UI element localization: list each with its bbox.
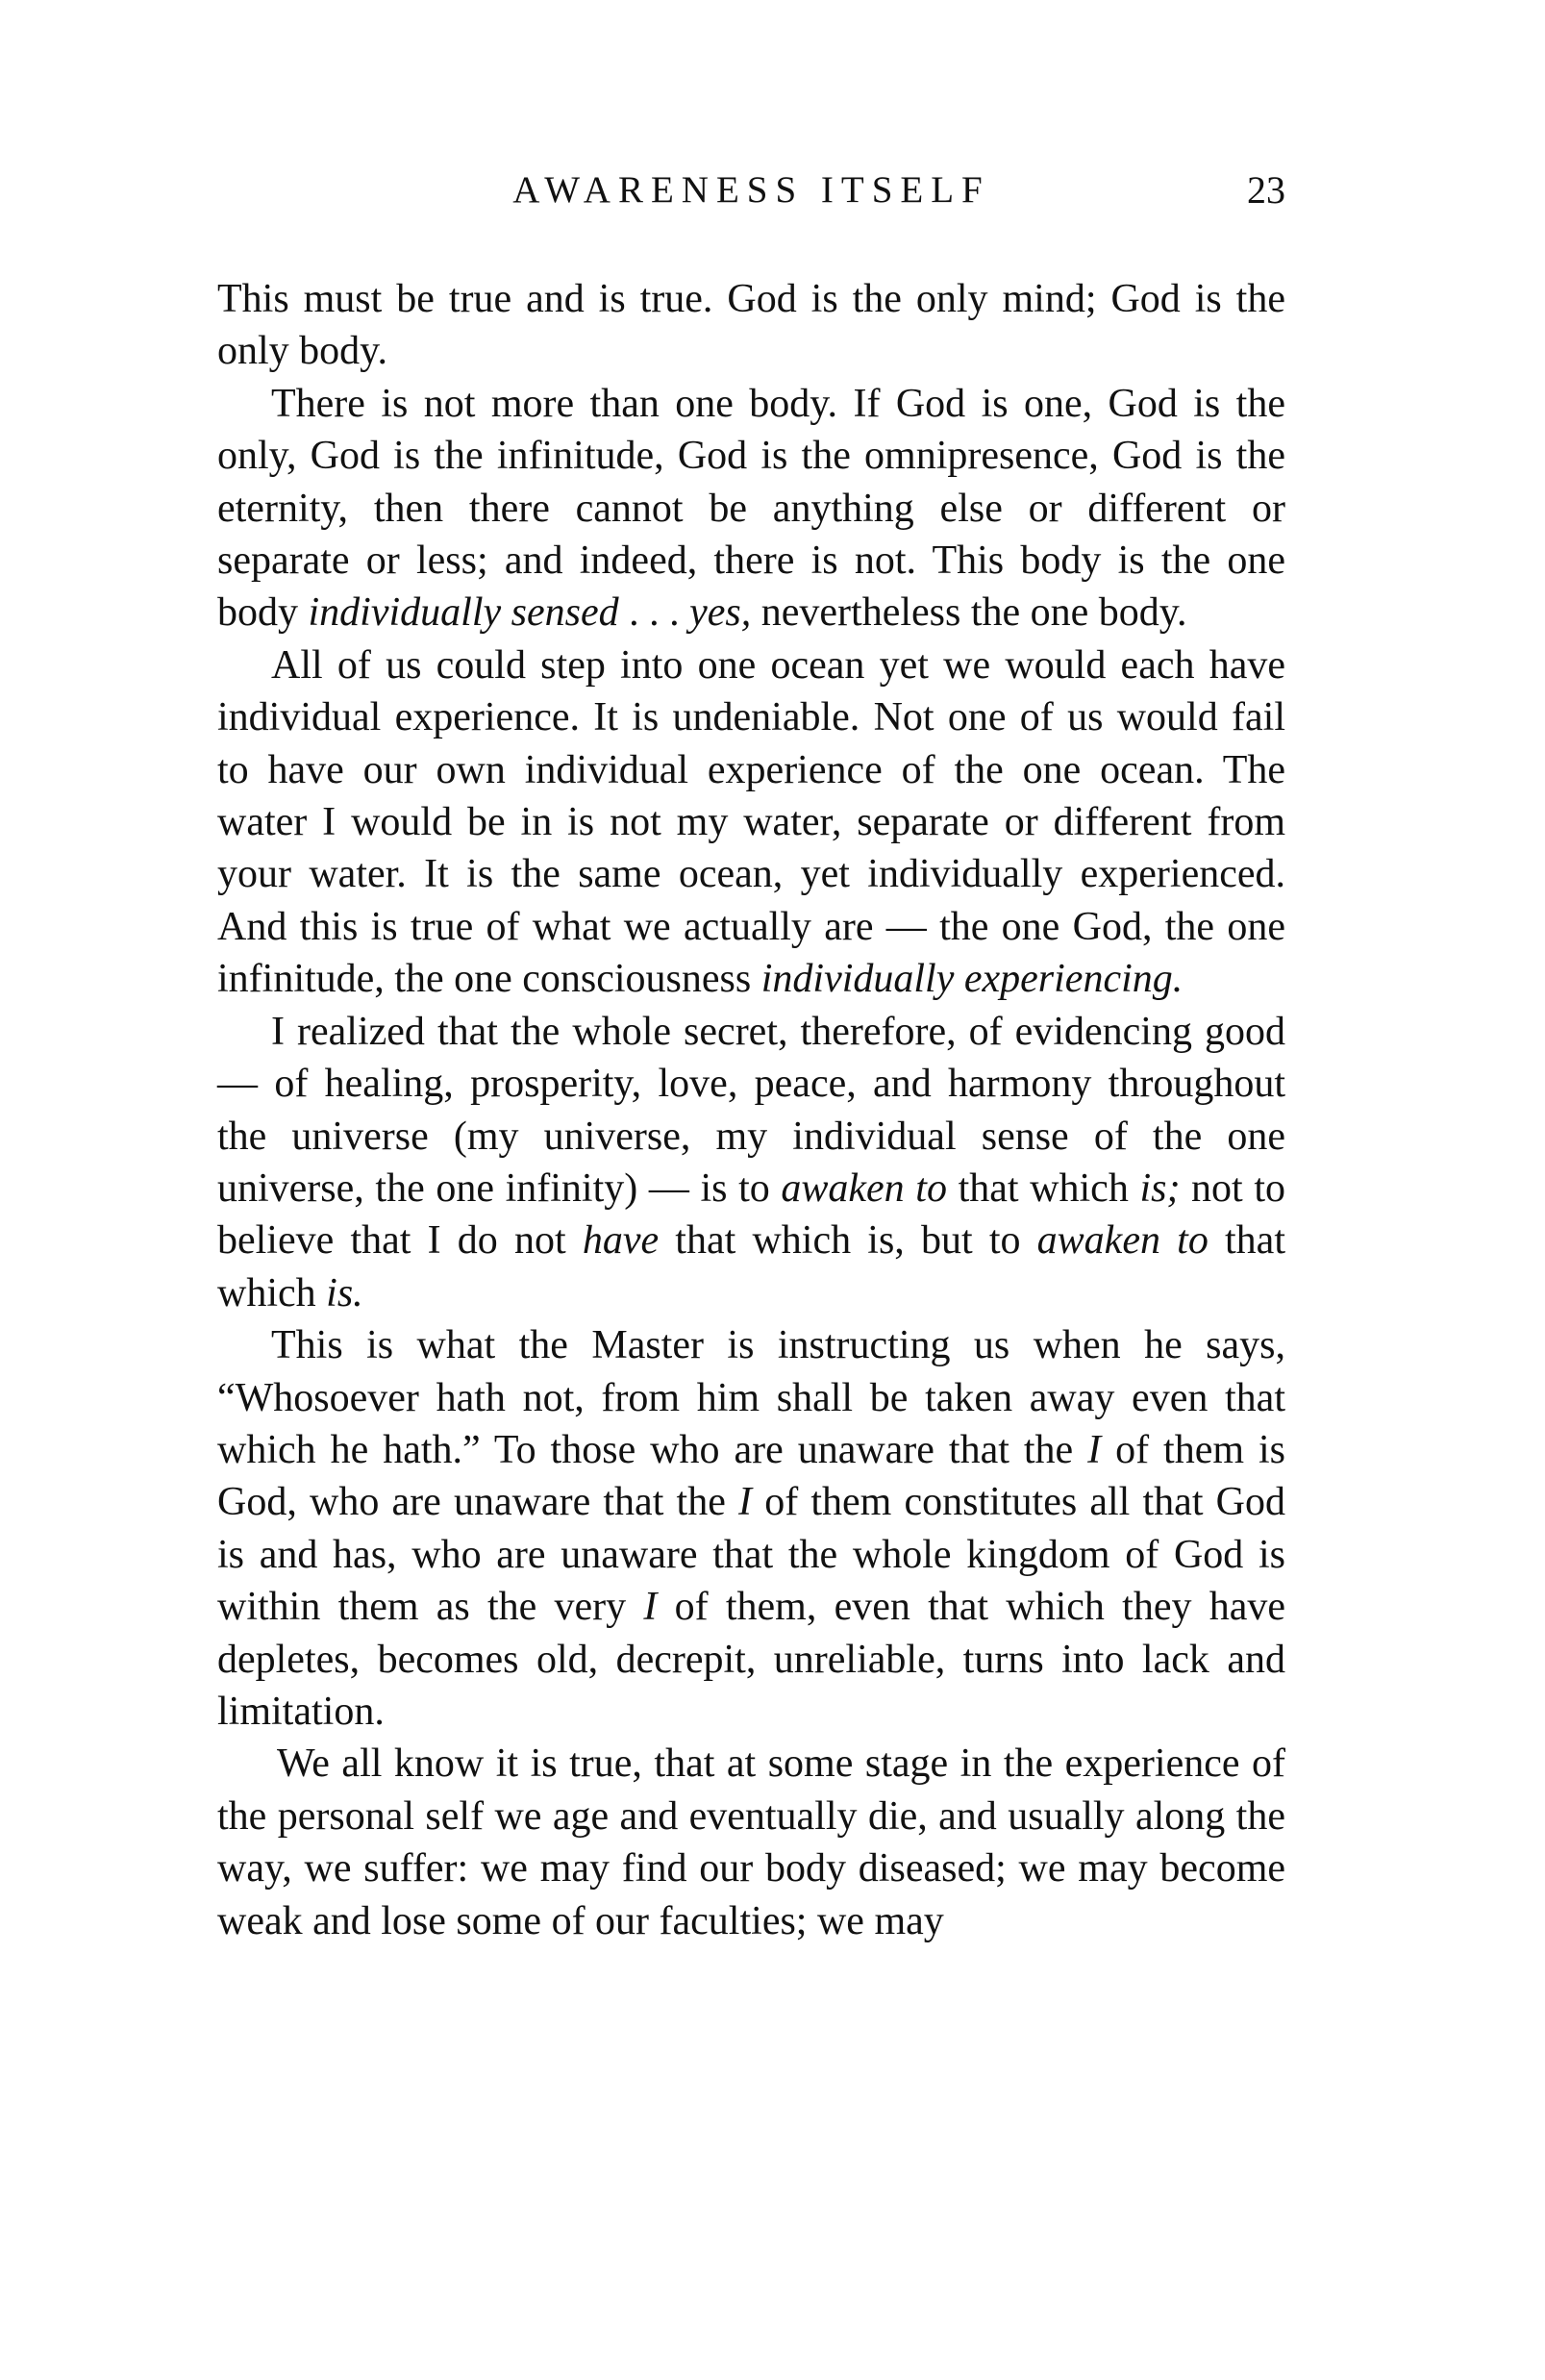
paragraph-5 bbox=[217, 1319, 1285, 1738]
paragraph-4-italic-4: awaken to bbox=[1036, 1218, 1209, 1264]
paragraph-1-text: This must be true and is true. God is the only mind; God is the only body. bbox=[217, 277, 1285, 374]
paragraph-3 bbox=[217, 639, 1285, 1006]
paragraph-4-italic-3: have bbox=[582, 1218, 660, 1264]
paragraph-1 bbox=[217, 273, 1285, 378]
paragraph-6 bbox=[217, 1738, 1285, 1947]
paragraph-4-text-d: that which is, but to bbox=[659, 1218, 1037, 1264]
paragraph-5-text-a: This is what the Master is instructing us when he says, “Whosoever hath not, from him shall be taken away even that which he hath.” To those who are unaware that the bbox=[217, 1323, 1285, 1472]
paragraph-5-text-c: of them constitutes all that God is and has, who are unaware that the whole kingdom of God is within them as the very bbox=[217, 1480, 1285, 1630]
paragraph-2-text-a: There is not more than one body. If God is one, God is the only, God is the infinitude, God is the omnipresence, God is the eternity, then there cannot be anything else or different or separate or less; and indeed, there is not. This body is the one body bbox=[217, 381, 1285, 636]
paragraph-4-italic-1: awaken to bbox=[781, 1165, 947, 1211]
paragraph-2-text-b: . . . bbox=[618, 590, 690, 636]
paragraph-5-italic-1: I bbox=[1087, 1427, 1102, 1472]
paragraph-2-text-c: nevertheless the one body. bbox=[751, 590, 1187, 636]
paragraph-5-italic-3: I bbox=[643, 1585, 658, 1630]
paragraph-4-text-e: that which bbox=[217, 1218, 1285, 1315]
body-text bbox=[217, 273, 1285, 1947]
page-number: 23 bbox=[1247, 168, 1285, 212]
paragraph-5-italic-2: I bbox=[738, 1480, 753, 1525]
paragraph-2-italic-2: yes, bbox=[689, 590, 752, 636]
paragraph-4-text-a: I realized that the whole secret, therefore, of evidencing good — of healing, prosperity, love, peace, and harmony throughout the universe (my universe, my individual sense of the one universe, the one infinity) — is to bbox=[217, 1009, 1285, 1211]
paragraph-2-italic-1: individually sensed bbox=[308, 590, 619, 636]
paragraph-6-text: We all know it is true, that at some stage in the experience of the personal self we age and eventually die, and usually along the way, we suffer: we may find our body diseased; we may become weak and lose some of our faculties; we may bbox=[217, 1741, 1285, 1943]
paragraph-4-italic-5: is. bbox=[326, 1270, 363, 1315]
paragraph-4-text-b: that which bbox=[946, 1165, 1140, 1211]
paragraph-4-text-c: not to believe that I do not bbox=[217, 1165, 1286, 1264]
paragraph-5-text-b: of them is God, who are unaware that the bbox=[217, 1427, 1285, 1525]
paragraph-4-italic-2: is; bbox=[1139, 1165, 1181, 1211]
paragraph-2 bbox=[217, 378, 1285, 639]
running-head bbox=[217, 162, 1285, 219]
paragraph-4 bbox=[217, 1006, 1285, 1319]
paragraph-3-text-a: All of us could step into one ocean yet we would each have individual experience. It is undeniable. Not one of us would fail to have our own individual experience of the one ocean. The water I would be in is not my water, separate or different from your water. It is the same ocean, yet individually experienced. And this is true of what we actually are — the one God, the one infinitude, the one consciousness bbox=[217, 642, 1285, 1002]
paragraph-5-text-d: of them, even that which they have depletes, becomes old, decrepit, unreliable, turns into lack and limitation. bbox=[217, 1585, 1285, 1734]
running-title: AWARENESS ITSELF bbox=[512, 169, 990, 211]
paragraph-3-italic-1: individually experiencing. bbox=[760, 957, 1184, 1002]
